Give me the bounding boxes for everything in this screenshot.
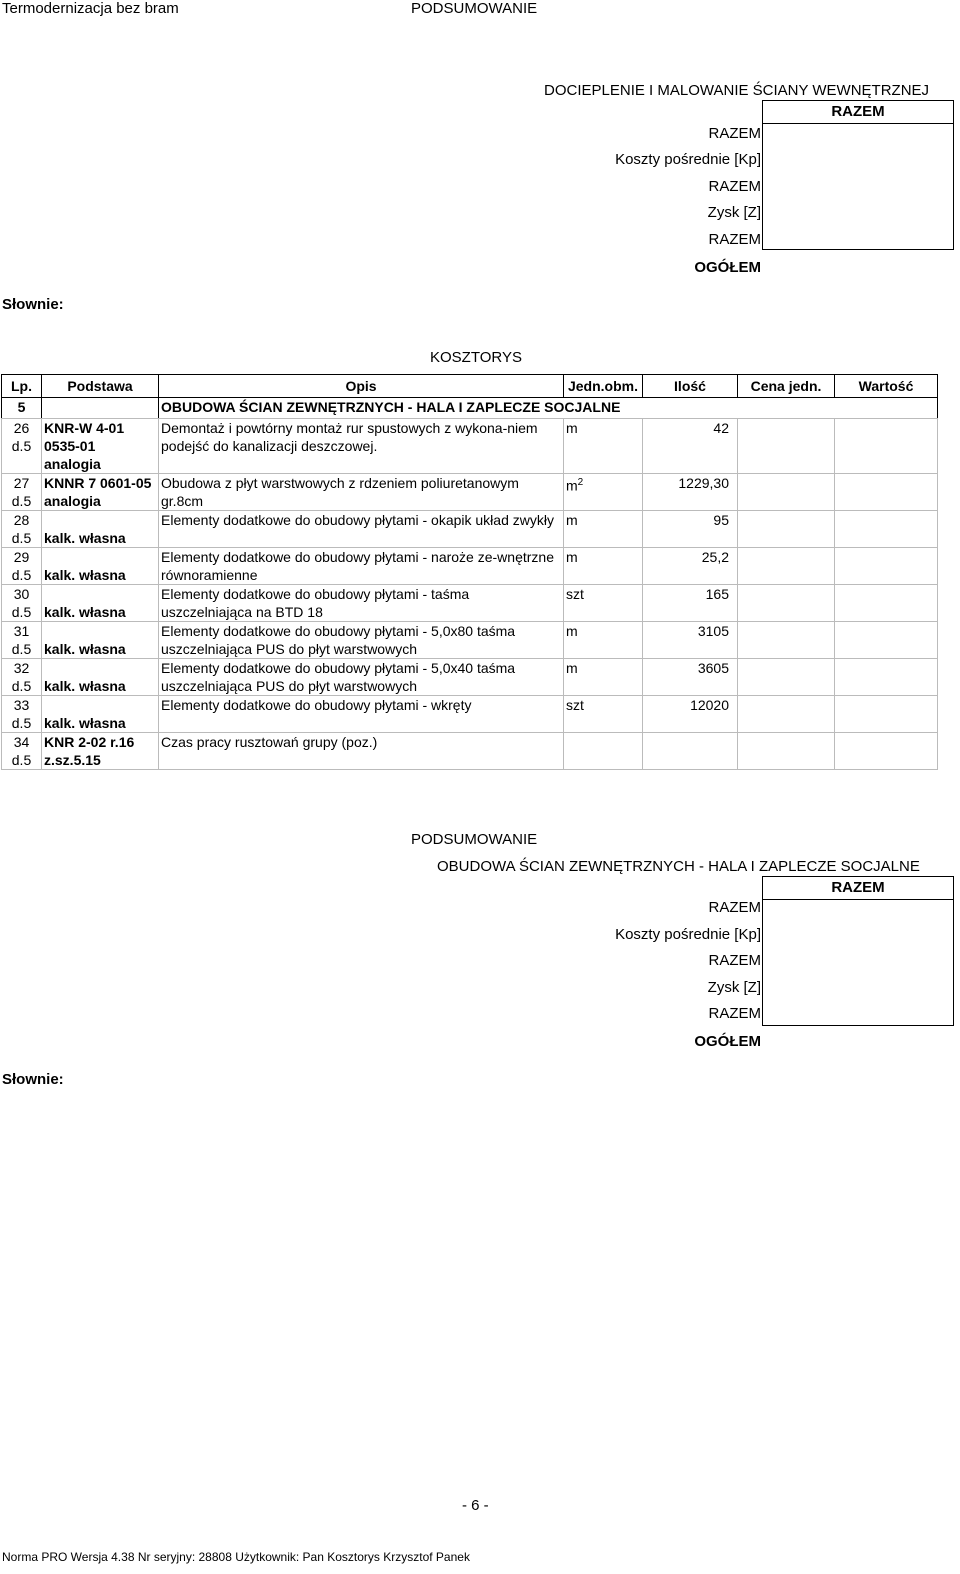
summary2-row: RAZEM bbox=[708, 899, 761, 916]
row-basis: KNNR 7 0601-05 analogia bbox=[42, 474, 159, 511]
summary2-row: Zysk [Z] bbox=[707, 979, 761, 996]
row-lp2: d.5 bbox=[11, 715, 32, 731]
summary1-row: RAZEM bbox=[708, 178, 761, 195]
table-row bbox=[2, 548, 938, 585]
row-basis: kalk. własna bbox=[42, 659, 159, 696]
kosztorys-title: KOSZTORYS bbox=[430, 349, 522, 366]
summary2-box bbox=[762, 876, 954, 1026]
row-unit: szt bbox=[564, 696, 643, 733]
table-header-row bbox=[2, 375, 938, 398]
row-qty: 25,2 bbox=[643, 548, 738, 585]
row-lp2: d.5 bbox=[11, 438, 32, 454]
row-unit: szt bbox=[564, 585, 643, 622]
summary1-box bbox=[762, 100, 954, 250]
col-podstawa: Podstawa bbox=[42, 375, 159, 398]
footer-text: Norma PRO Wersja 4.38 Nr seryjny: 28808 Użytkownik: Pan Kosztorys Krzysztof Panek bbox=[2, 1550, 470, 1564]
table-row bbox=[2, 659, 938, 696]
summary1-total: OGÓŁEM bbox=[694, 259, 761, 276]
row-lp: 27 bbox=[13, 475, 30, 491]
summary1-col-header: RAZEM bbox=[831, 103, 885, 120]
row-basis: kalk. własna bbox=[42, 511, 159, 548]
row-lp2: d.5 bbox=[11, 604, 32, 620]
row-lp: 31 bbox=[13, 623, 30, 639]
row-lp2: d.5 bbox=[11, 752, 32, 768]
page-number: - 6 - bbox=[462, 1497, 489, 1514]
row-desc: Czas pracy rusztowań grupy (poz.) bbox=[159, 733, 564, 770]
row-qty: 95 bbox=[643, 511, 738, 548]
row-lp: 30 bbox=[13, 586, 30, 602]
row-desc: Elementy dodatkowe do obudowy płytami - okapik układ zwykły bbox=[159, 511, 564, 548]
col-wartosc: Wartość bbox=[835, 375, 938, 398]
row-lp2: d.5 bbox=[11, 567, 32, 583]
row-lp2: d.5 bbox=[11, 493, 32, 509]
row-lp2: d.5 bbox=[11, 641, 32, 657]
row-lp: 33 bbox=[13, 697, 30, 713]
row-basis: kalk. własna bbox=[42, 585, 159, 622]
row-desc: Elementy dodatkowe do obudowy płytami - wkręty bbox=[159, 696, 564, 733]
col-opis: Opis bbox=[159, 375, 564, 398]
row-lp2: d.5 bbox=[11, 678, 32, 694]
row-unit: m bbox=[566, 477, 578, 494]
row-qty: 1229,30 bbox=[643, 474, 738, 511]
row-desc: Elementy dodatkowe do obudowy płytami - naroże ze-wnętrzne równoramienne bbox=[159, 548, 564, 585]
table-row bbox=[2, 622, 938, 659]
col-lp: Lp. bbox=[2, 375, 42, 398]
row-qty: 165 bbox=[643, 585, 738, 622]
row-desc: Elementy dodatkowe do obudowy płytami - taśma uszczelniająca na BTD 18 bbox=[159, 585, 564, 622]
header-left: Termodernizacja bez bram bbox=[2, 0, 179, 17]
row-basis: kalk. własna bbox=[42, 622, 159, 659]
row-desc: Elementy dodatkowe do obudowy płytami - 5,0x80 taśma uszczelniająca PUS do płyt warstwowych bbox=[159, 622, 564, 659]
row-desc: Elementy dodatkowe do obudowy płytami - 5,0x40 taśma uszczelniająca PUS do płyt warstwowych bbox=[159, 659, 564, 696]
row-unit bbox=[564, 733, 643, 770]
summary1-row: RAZEM bbox=[708, 125, 761, 142]
row-basis: KNR 2-02 r.16 z.sz.5.15 bbox=[42, 733, 159, 770]
row-basis: kalk. własna bbox=[42, 548, 159, 585]
summary1-row: Koszty pośrednie [Kp] bbox=[615, 151, 761, 168]
row-lp: 28 bbox=[13, 512, 30, 528]
summary1-row: Zysk [Z] bbox=[707, 204, 761, 221]
table-row bbox=[2, 511, 938, 548]
row-lp: 34 bbox=[13, 734, 30, 750]
section-title: OBUDOWA ŚCIAN ZEWNĘTRZNYCH - HALA I ZAPLECZE SOCJALNE bbox=[159, 398, 938, 419]
row-unit: m bbox=[564, 548, 643, 585]
summary1-title: DOCIEPLENIE I MALOWANIE ŚCIANY WEWNĘTRZNEJ bbox=[544, 82, 930, 99]
row-qty: 12020 bbox=[643, 696, 738, 733]
row-unit: m bbox=[564, 659, 643, 696]
table-row bbox=[2, 585, 938, 622]
row-lp: 29 bbox=[13, 549, 30, 565]
row-desc: Obudowa z płyt warstwowych z rdzeniem poliuretanowym gr.8cm bbox=[159, 474, 564, 511]
summary2-row: RAZEM bbox=[708, 952, 761, 969]
row-basis: KNR-W 4-01 0535-01 analogia bbox=[42, 419, 159, 474]
kosztorys-table bbox=[1, 374, 938, 770]
row-unit: m bbox=[564, 419, 643, 474]
summary2-title: OBUDOWA ŚCIAN ZEWNĘTRZNYCH - HALA I ZAPLECZE SOCJALNE bbox=[437, 858, 920, 875]
summary2-col-header: RAZEM bbox=[831, 879, 885, 896]
summary2-total: OGÓŁEM bbox=[694, 1033, 761, 1050]
row-qty: 3105 bbox=[643, 622, 738, 659]
table-row bbox=[2, 733, 938, 770]
row-lp: 26 bbox=[13, 420, 30, 436]
slownie-label: Słownie: bbox=[2, 296, 64, 313]
table-row bbox=[2, 696, 938, 733]
summary2-row: RAZEM bbox=[708, 1005, 761, 1022]
row-qty: 3605 bbox=[643, 659, 738, 696]
row-qty: 42 bbox=[643, 419, 738, 474]
section-row bbox=[2, 398, 938, 419]
summary2-heading: PODSUMOWANIE bbox=[411, 831, 538, 848]
header-center: PODSUMOWANIE bbox=[411, 0, 538, 17]
summary2-row: Koszty pośrednie [Kp] bbox=[615, 926, 761, 943]
col-cena: Cena jedn. bbox=[738, 375, 835, 398]
col-jedn: Jedn.obm. bbox=[564, 375, 643, 398]
row-lp2: d.5 bbox=[11, 530, 32, 546]
col-ilosc: Ilość bbox=[643, 375, 738, 398]
row-unit-sup: 2 bbox=[577, 477, 584, 488]
summary1-row: RAZEM bbox=[708, 231, 761, 248]
row-unit: m bbox=[564, 511, 643, 548]
section-lp: 5 bbox=[2, 398, 42, 419]
table-row bbox=[2, 419, 938, 474]
table-row bbox=[2, 474, 938, 511]
row-unit: m bbox=[564, 622, 643, 659]
row-basis: kalk. własna bbox=[42, 696, 159, 733]
row-lp: 32 bbox=[13, 660, 30, 676]
row-desc: Demontaż i powtórny montaż rur spustowych z wykona-niem podejść do kanalizacji deszczowej. bbox=[159, 419, 564, 474]
slownie-label: Słownie: bbox=[2, 1071, 64, 1088]
row-qty bbox=[643, 733, 738, 770]
